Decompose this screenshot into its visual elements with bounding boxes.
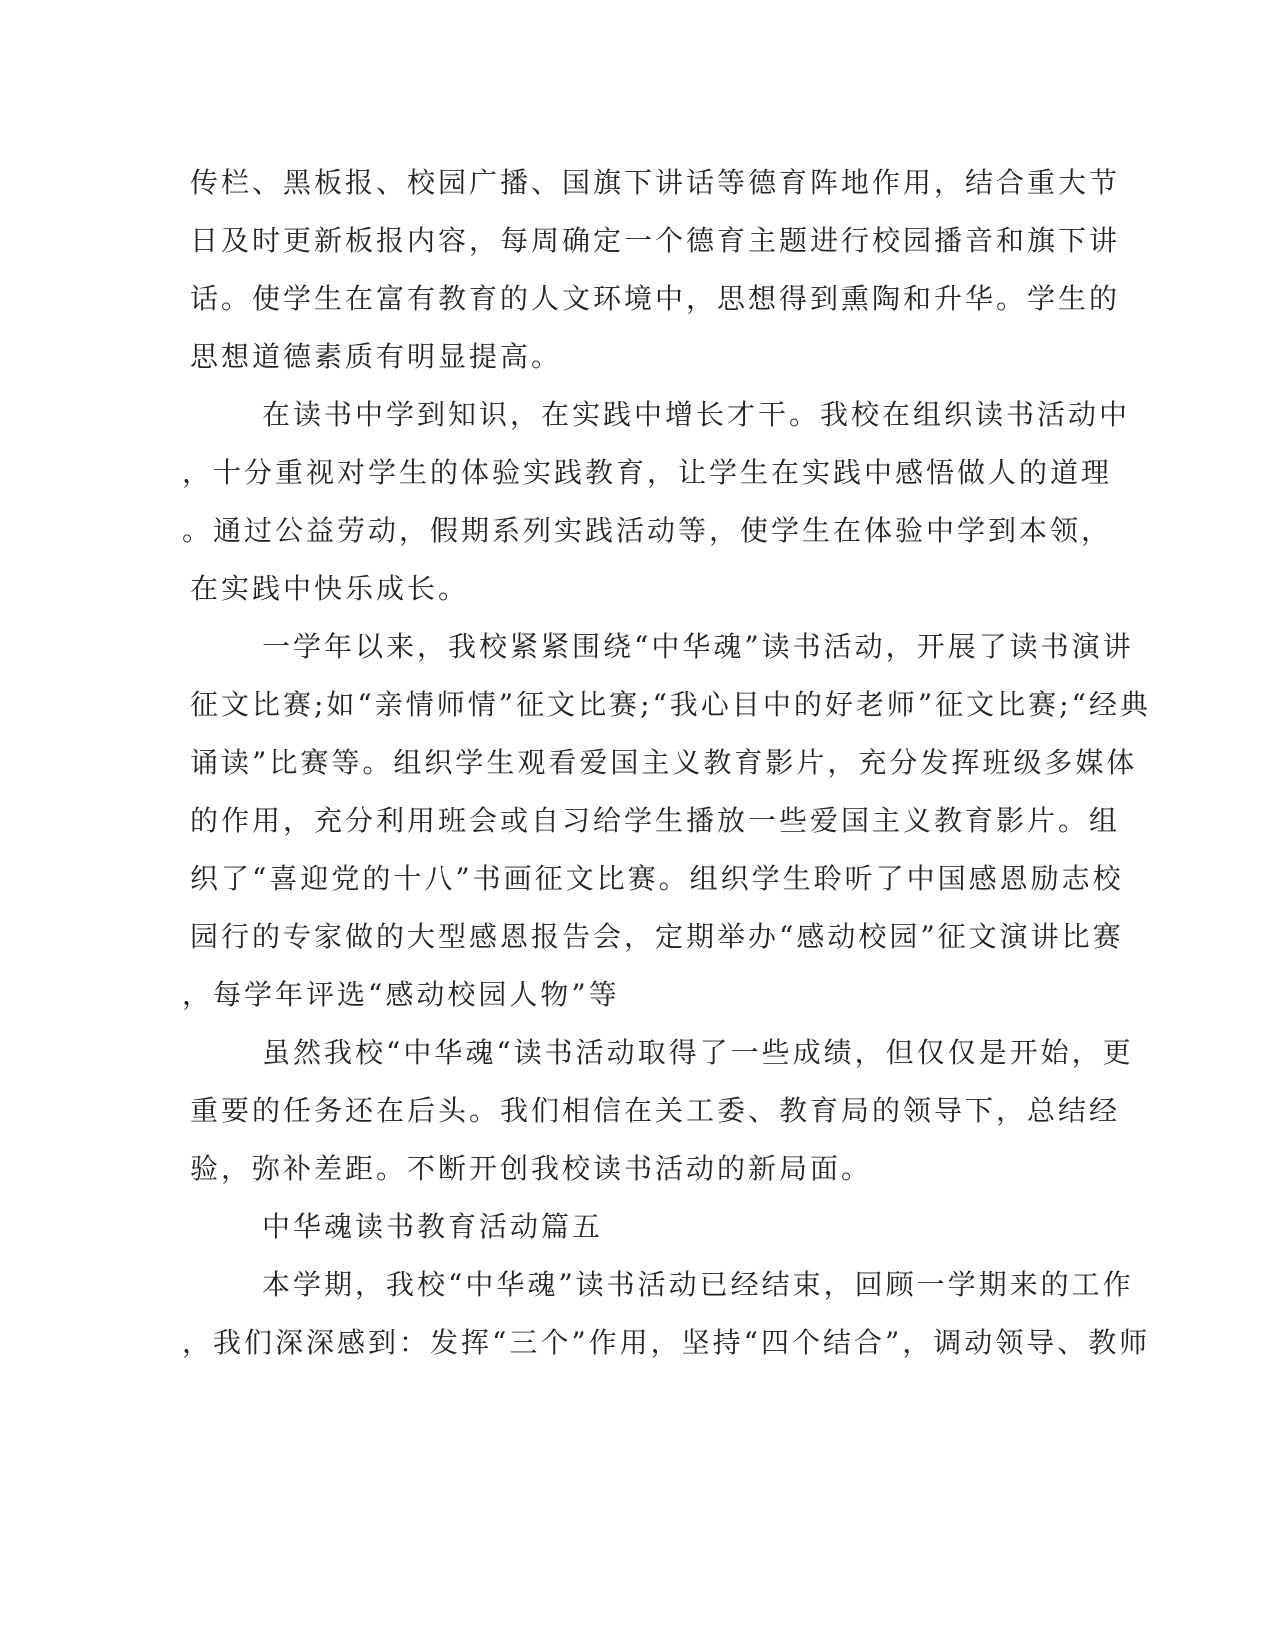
section-heading: 中华魂读书教育活动篇五 [262, 1210, 604, 1243]
text-line: 。通过公益劳动，假期系列实践活动等，使学生在体验中学到本领， [182, 514, 1113, 547]
text-line: 验，弥补差距。不断开创我校读书活动的新局面。 [190, 1152, 873, 1185]
text-line: 虽然我校“中华魂“读书活动取得了一些成绩，但仅仅是开始，更 [262, 1036, 1134, 1069]
text-line: 一学年以来，我校紧紧围绕“中华魂”读书活动，开展了读书演讲 [262, 630, 1134, 663]
text-line: 传栏、黑板报、校园广播、国旗下讲话等德育阵地作用，结合重大节 [190, 166, 1121, 199]
text-line: 重要的任务还在后头。我们相信在关工委、教育局的领导下，总结经 [190, 1094, 1121, 1127]
text-line: 在读书中学到知识，在实践中增长才干。我校在组织读书活动中 [262, 398, 1131, 431]
text-line: 诵读”比赛等。组织学生观看爱国主义教育影片，充分发挥班级多媒体 [190, 746, 1138, 779]
text-line: 园行的专家做的大型感恩报告会，定期举办“感动校园”征文演讲比赛 [190, 920, 1124, 953]
text-line: ，每学年评选“感动校园人物”等 [182, 978, 620, 1011]
text-line: 征文比赛;如“亲情师情”征文比赛;“我心目中的好老师”征文比赛;“经典 [190, 688, 1151, 721]
text-line: 织了“喜迎党的十八”书画征文比赛。组织学生聆听了中国感恩励志校 [190, 862, 1124, 895]
text-line: 思想道德素质有明显提高。 [190, 340, 563, 373]
text-line: ，十分重视对学生的体验实践教育，让学生在实践中感悟做人的道理 [182, 456, 1113, 489]
text-line: 在实践中快乐成长。 [190, 572, 470, 605]
text-line: 的作用，充分利用班会或自习给学生播放一些爱国主义教育影片。组 [190, 804, 1121, 837]
text-line: ，我们深深感到：发挥“三个”作用，坚持“四个结合”，调动领导、教师 [182, 1326, 1151, 1359]
text-line: 日及时更新板报内容，每周确定一个德育主题进行校园播音和旗下讲 [190, 224, 1121, 257]
text-line: 话。使学生在富有教育的人文环境中，思想得到熏陶和升华。学生的 [190, 282, 1121, 315]
text-line: 本学期，我校“中华魂”读书活动已经结束，回顾一学期来的工作 [262, 1268, 1134, 1301]
